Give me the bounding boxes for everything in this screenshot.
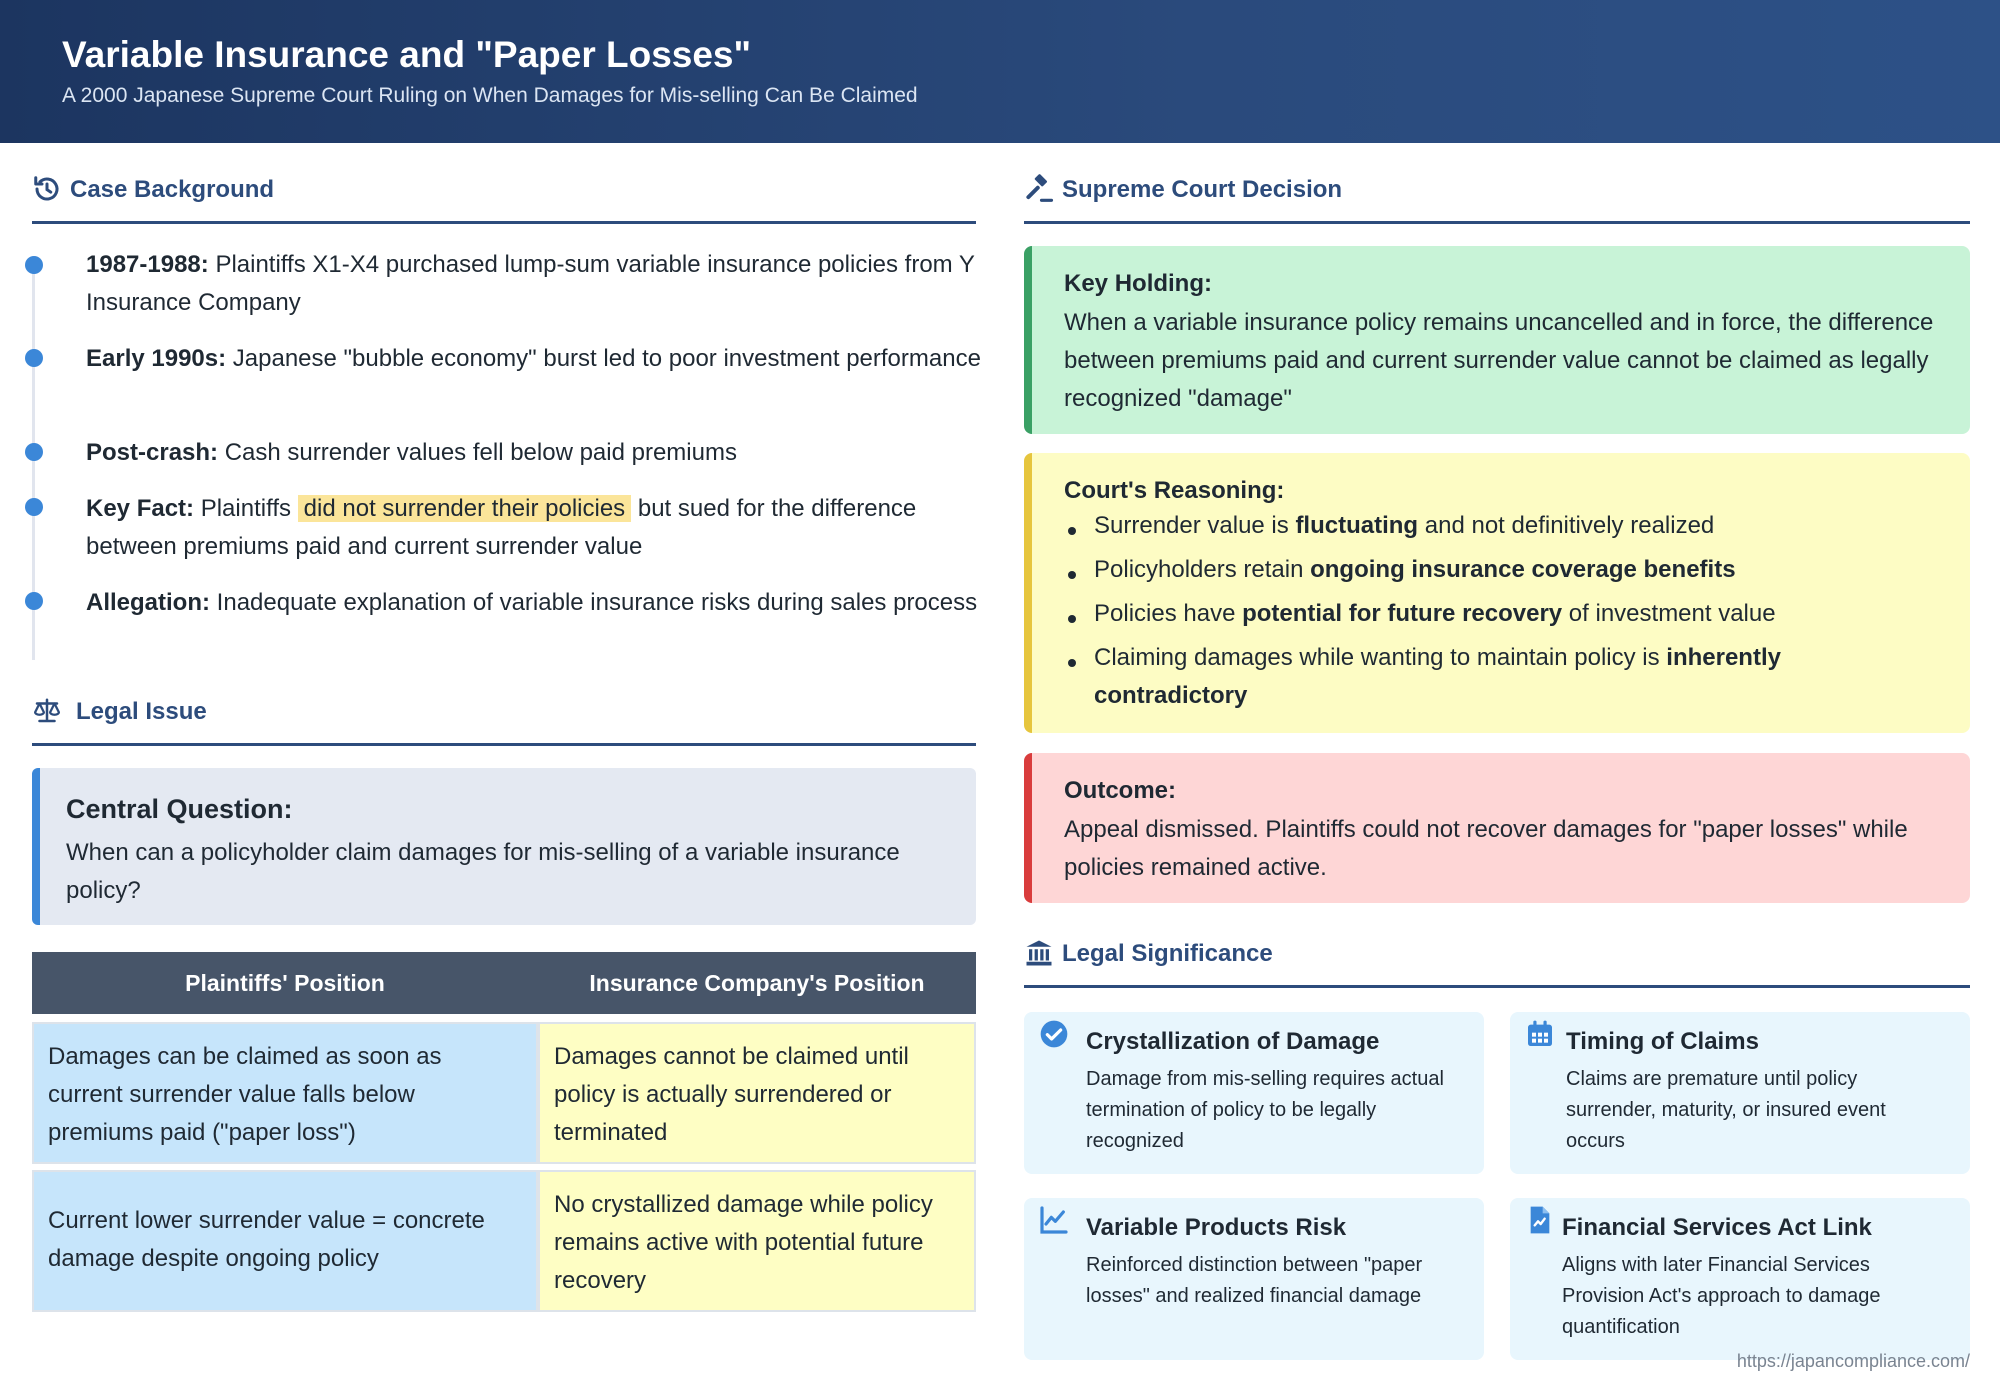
timeline-dot	[25, 443, 43, 461]
table-cell-insurer: No crystallized damage while policy remains active with potential future recovery	[538, 1170, 976, 1312]
timeline-item: Early 1990s: Japanese "bubble economy" burst led to poor investment performance	[86, 345, 981, 372]
significance-card	[1510, 1198, 1970, 1360]
outcome-text: Appeal dismissed. Plaintiffs could not recover damages for "paper losses" while policies remained active.	[1064, 816, 1908, 881]
positions-table-header	[32, 952, 976, 1014]
page-subtitle: A 2000 Japanese Supreme Court Ruling on When Damages for Mis-selling Can Be Claimed	[62, 84, 918, 107]
timeline-item: Post-crash: Cash surrender values fell below paid premiums	[86, 439, 737, 466]
question-text: When can a policyholder claim damages for mis-selling of a variable insurance policy?	[66, 839, 900, 904]
central-question-box	[32, 768, 976, 925]
timeline-item: Allegation: Inadequate explanation of variable insurance risks during sales process	[86, 589, 978, 616]
highlight-text: did not surrender their policies	[298, 495, 632, 522]
key-holding-card	[1024, 246, 1970, 434]
institution-icon	[1024, 938, 1054, 968]
outcome-card	[1024, 753, 1970, 903]
card-title: Timing of Claims	[1566, 1028, 1759, 1055]
reasoning-item: Policies have potential for future recovery of investment value	[1094, 600, 1776, 627]
holding-text: When a variable insurance policy remains uncancelled and in force, the difference between premiums paid and current surrender value cannot be claimed as legally recognized "damage"	[1064, 309, 1934, 412]
significance-card	[1024, 1012, 1484, 1174]
timeline-dot	[25, 498, 43, 516]
case-background-heading: Case Background	[32, 158, 976, 224]
bullet-dot	[1068, 659, 1076, 667]
column-header: Insurance Company's Position	[589, 970, 925, 996]
scales-icon	[32, 696, 62, 726]
card-text: Reinforced distinction between "paper losses" and realized financial damage	[1086, 1254, 1423, 1307]
gavel-icon	[1024, 174, 1054, 204]
reasoning-title: Court's Reasoning:	[1064, 477, 1285, 504]
card-title: Crystallization of Damage	[1086, 1028, 1380, 1055]
check-circle-icon	[1038, 1018, 1070, 1050]
outcome-title: Outcome:	[1064, 777, 1177, 804]
timeline-item: 1987-1988: Plaintiffs X1-X4 purchased lump-sum variable insurance policies from Y Insurance Company	[86, 251, 975, 316]
table-cell-plaintiff: Damages can be claimed as soon as current surrender value falls below premiums paid ("paper loss")	[32, 1022, 538, 1164]
reasoning-card	[1024, 453, 1970, 733]
calendar-icon	[1524, 1018, 1556, 1050]
bullet-dot	[1068, 527, 1076, 535]
card-text: Damage from mis-selling requires actual termination of policy to be legally recognized	[1086, 1068, 1444, 1152]
card-title: Variable Products Risk	[1086, 1214, 1347, 1241]
significance-card	[1024, 1198, 1484, 1360]
legal-issue-heading: Legal Issue	[32, 680, 976, 746]
timeline-dot	[25, 349, 43, 367]
significance-card	[1510, 1012, 1970, 1174]
timeline-dot	[25, 592, 43, 610]
timeline-item: Key Fact: Plaintiffs did not surrender their policies but sued for the difference between premiums paid and current surrender value	[86, 495, 917, 560]
holding-title: Key Holding:	[1064, 270, 1212, 297]
table-cell-plaintiff: Current lower surrender value = concrete damage despite ongoing policy	[32, 1170, 538, 1312]
bullet-dot	[1068, 571, 1076, 579]
reasoning-item: Policyholders retain ongoing insurance coverage benefits	[1094, 556, 1736, 583]
significance-heading: Legal Significance	[1024, 922, 1970, 988]
page-title: Variable Insurance and "Paper Losses"	[62, 34, 752, 75]
history-icon	[32, 174, 62, 204]
reasoning-item: Surrender value is fluctuating and not definitively realized	[1094, 512, 1715, 539]
card-text: Claims are premature until policy surrender, maturity, or insured event occurs	[1566, 1068, 1886, 1152]
document-icon	[1524, 1204, 1556, 1236]
card-title: Financial Services Act Link	[1562, 1214, 1872, 1241]
question-title: Central Question:	[66, 794, 293, 824]
bullet-dot	[1068, 615, 1076, 623]
footer-url: https://japancompliance.com/	[1736, 1351, 1970, 1371]
column-header: Plaintiffs' Position	[185, 970, 385, 996]
table-cell-insurer: Damages cannot be claimed until policy is actually surrendered or terminated	[538, 1022, 976, 1164]
decision-heading: Supreme Court Decision	[1024, 158, 1970, 224]
reasoning-item: Claiming damages while wanting to maintain policy is inherently contradictory	[1094, 644, 1781, 709]
timeline-dot	[25, 256, 43, 274]
page-header	[0, 0, 2000, 143]
card-text: Aligns with later Financial Services Provision Act's approach to damage quantification	[1562, 1254, 1881, 1338]
chart-line-icon	[1038, 1204, 1070, 1236]
